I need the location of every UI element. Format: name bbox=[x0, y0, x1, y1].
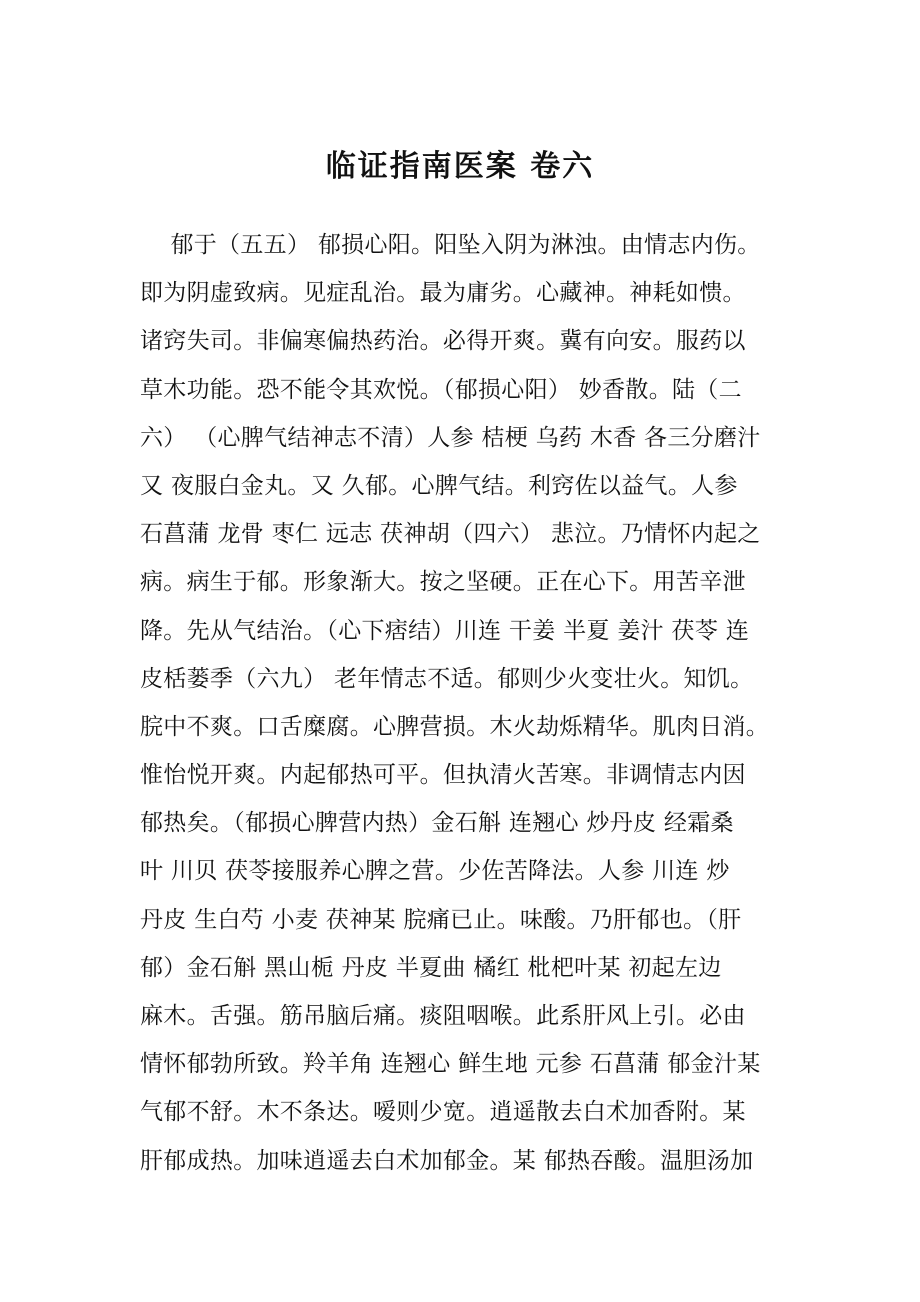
text-line: 麻木。舌强。筋吊脑后痛。痰阻咽喉。此系肝风上引。必由 bbox=[140, 1003, 746, 1029]
text-line: 情怀郁勃所致。羚羊角 连翘心 鲜生地 元参 石菖蒲 郁金汁某 bbox=[140, 1051, 761, 1078]
text-line: 皮栝蒌季（六九） 老年情志不适。郁则少火变壮火。知饥。 bbox=[140, 665, 754, 692]
text-line: 郁于（五五） 郁损心阳。阳坠入阴为淋浊。由情志内伤。 bbox=[140, 232, 761, 258]
body-text bbox=[140, 221, 800, 1185]
text-line: 丹皮 生白芍 小麦 茯神某 脘痛已止。味酸。乃肝郁也。（肝 bbox=[140, 906, 742, 933]
page-title: 临证指南医案 卷六 bbox=[325, 149, 595, 184]
text-line: 诸窍失司。非偏寒偏热药治。必得开爽。冀有向安。服药以 bbox=[140, 328, 746, 355]
text-line: 郁）金石斛 黑山栀 丹皮 半夏曲 橘红 枇杷叶某 初起左边 bbox=[140, 954, 722, 981]
text-line: 肝郁成热。加味逍遥去白术加郁金。某 郁热吞酸。温胆汤加 bbox=[140, 1147, 754, 1174]
text-line: 病。病生于郁。形象渐大。按之坚硬。正在心下。用苦辛泄 bbox=[140, 569, 746, 596]
text-line: 六） （心脾气结神志不清）人参 桔梗 乌药 木香 各三分磨汁 bbox=[140, 424, 761, 451]
text-line: 即为阴虚致病。见症乱治。最为庸劣。心藏神。神耗如愦。 bbox=[140, 280, 746, 307]
text-line: 降。先从气结治。（心下痞结）川连 干姜 半夏 姜汁 茯苓 连 bbox=[140, 617, 750, 644]
text-line: 气郁不舒。木不条达。嗳则少宽。逍遥散去白术加香附。某 bbox=[140, 1099, 746, 1126]
text-line: 郁热矣。（郁损心脾营内热）金石斛 连翘心 炒丹皮 经霜桑 bbox=[140, 810, 734, 837]
text-line: 叶 川贝 茯苓接服养心脾之营。少佐苦降法。人参 川连 炒 bbox=[140, 858, 730, 885]
text-line: 又 夜服白金丸。又 久郁。心脾气结。利窍佐以益气。人参 bbox=[140, 472, 738, 499]
text-line: 脘中不爽。口舌糜腐。心脾营损。木火劫烁精华。肌肉日消。 bbox=[140, 713, 770, 740]
text-line: 石菖蒲 龙骨 枣仁 远志 茯神胡（四六） 悲泣。乃情怀内起之 bbox=[140, 521, 761, 548]
text-line: 惟怡悦开爽。内起郁热可平。但执清火苦寒。非调情志内因 bbox=[140, 762, 746, 789]
text-line: 草木功能。恐不能令其欢悦。（郁损心阳） 妙香散。陆（二 bbox=[140, 376, 742, 403]
